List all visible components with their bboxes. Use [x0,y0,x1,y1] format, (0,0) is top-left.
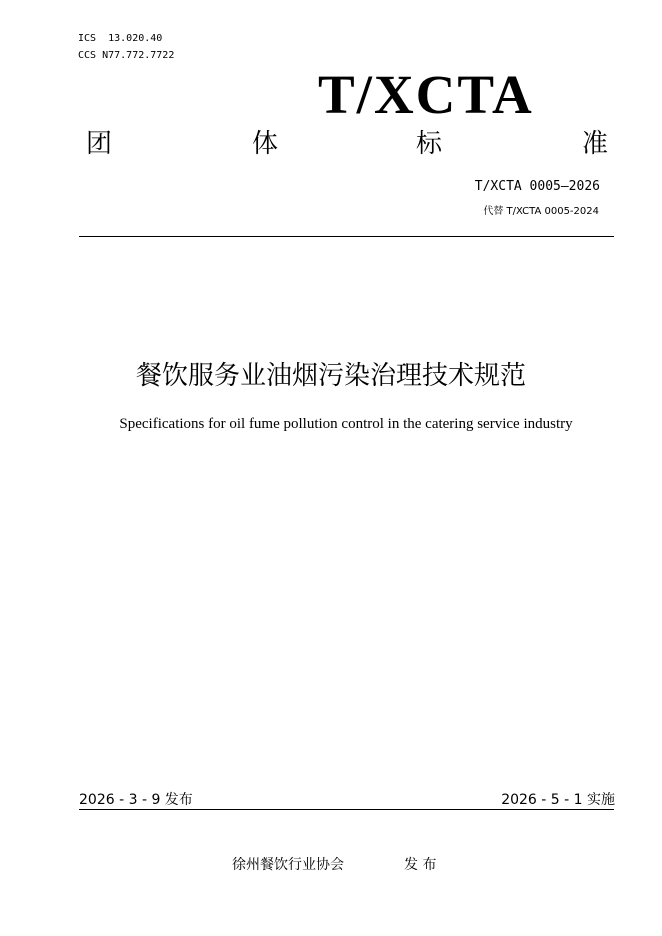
issuer-name: 徐州餐饮行业协会 [232,857,344,873]
issue-action: 发 布 [404,857,437,873]
implement-date: 2026 - 5 - 1 实施 [501,792,615,808]
publish-date: 2026 - 3 - 9 发布 [79,792,193,808]
category-char-2: 体 [252,129,279,159]
category-char-1: 团 [86,129,113,159]
title-chinese: 餐饮服务业油烟污染治理技术规范 [135,361,526,391]
replaces-standard: 代替 T/XCTA 0005-2024 [483,206,599,217]
category-char-4: 准 [582,129,609,159]
category-char-3: 标 [416,129,443,159]
ccs-value: N77.772.7722 [102,50,175,61]
title-english: Specifications for oil fume pollution control in the catering service industry [119,416,573,432]
header-divider [79,236,614,237]
ics-value: 13.020.40 [108,33,163,44]
ccs-label: CCS [78,50,97,61]
ics-line [78,33,162,44]
ics-label: ICS [78,33,97,44]
footer-divider [79,809,614,810]
organization-logo: T/XCTA [318,64,534,125]
ccs-line [78,50,174,61]
standard-number: T/XCTA 0005—2026 [474,179,600,194]
